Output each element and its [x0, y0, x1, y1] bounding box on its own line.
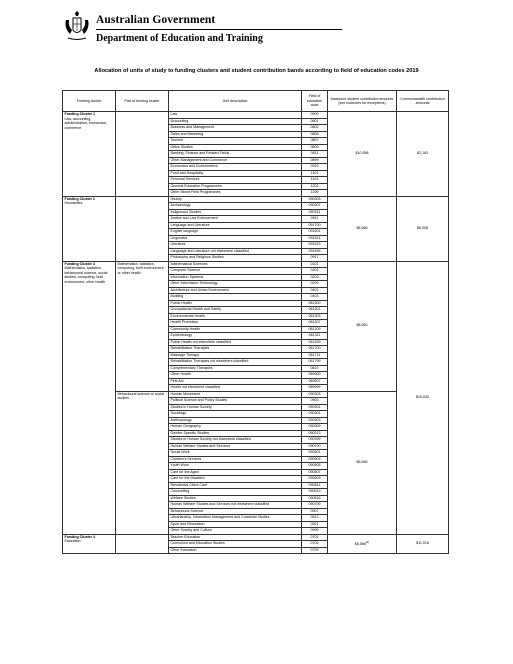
unit-description: Other Education	[169, 547, 302, 554]
funding-cluster-cell	[63, 261, 116, 534]
field-of-education-code: 0201	[302, 268, 328, 275]
unit-description: Anthropology	[169, 417, 302, 424]
document-title: Allocation of units of study to funding clusters and student contribution bands according to field of education codes 2019	[94, 68, 419, 74]
part-of-cluster-cell	[116, 534, 169, 554]
unit-description: Linguistics	[169, 235, 302, 242]
unit-description: Librarianship, Information Management and Curatorial Studies	[169, 515, 302, 522]
unit-description: Children's Services	[169, 456, 302, 463]
field-of-education-code: 090303	[302, 391, 328, 398]
column-header: Funding cluster	[63, 91, 116, 112]
department-name: Department of Education and Training	[96, 33, 263, 44]
field-of-education-code: 0809	[302, 144, 328, 151]
cluster-name: Funding Cluster 4	[64, 534, 96, 539]
field-of-education-code: 0299	[302, 281, 328, 288]
max-student-contribution: $6,566	[328, 196, 397, 261]
field-of-education-code: 0619	[302, 365, 328, 372]
unit-description: Gender Specific Studies	[169, 430, 302, 437]
unit-description: English language	[169, 229, 302, 236]
unit-description: Philosophy and Religious Studies	[169, 255, 302, 262]
unit-description: Political Science and Policy Studies	[169, 398, 302, 405]
field-of-education-code: 090700	[302, 443, 328, 450]
column-header: Part of funding cluster	[116, 91, 169, 112]
unit-description: Welfare Studies	[169, 495, 302, 502]
field-of-education-code: 091700	[302, 222, 328, 229]
field-of-education-code: 1299	[302, 190, 328, 197]
unit-description: First Aid	[169, 378, 302, 385]
field-of-education-code: 0909	[302, 112, 328, 119]
field-of-education-code: 0801	[302, 118, 328, 125]
field-of-education-code: 061700	[302, 346, 328, 353]
unit-description: Food and Hospitality	[169, 170, 302, 177]
field-of-education-code: 0907	[302, 508, 328, 515]
field-of-education-code: 0101	[302, 261, 328, 268]
unit-description: Counselling	[169, 489, 302, 496]
unit-description: Literature	[169, 242, 302, 249]
field-of-education-code: 090313	[302, 430, 328, 437]
field-of-education-code: 0403	[302, 294, 328, 301]
unit-description: Other Health	[169, 372, 302, 379]
unit-description: Massage Therapy	[169, 352, 302, 359]
field-of-education-code: 061301	[302, 307, 328, 314]
unit-description: Other Management and Commerce	[169, 157, 302, 164]
field-of-education-code: 091521	[302, 235, 328, 242]
field-of-education-code: 0919	[302, 164, 328, 171]
field-of-education-code: 1201	[302, 183, 328, 190]
coat-of-arms-icon	[62, 10, 92, 44]
column-header: Commonwealth contribution amounts	[397, 91, 449, 112]
field-of-education-code: 069999	[302, 385, 328, 392]
max-student-contribution: $6,566$^{(4)}$	[328, 534, 397, 554]
unit-description: Human Welfare Studies and Services not elsewhere classified	[169, 502, 302, 509]
field-of-education-code: 0913	[302, 515, 328, 522]
letterhead	[62, 10, 362, 50]
field-of-education-code: 0999	[302, 528, 328, 535]
field-of-education-code: 091501	[302, 229, 328, 236]
field-of-education-code: 091523	[302, 242, 328, 249]
unit-description: Teacher Education	[169, 534, 302, 541]
unit-description: Justice and Law Enforcement	[169, 216, 302, 223]
unit-description: Rehabilitation Therapies	[169, 346, 302, 353]
cluster-name: Funding Cluster 1	[64, 112, 96, 116]
field-of-education-code: 090503	[302, 456, 328, 463]
field-of-education-code: 061300	[302, 300, 328, 307]
funding-cluster-cell	[63, 534, 116, 554]
field-of-education-code: 061307	[302, 320, 328, 327]
unit-description: Personal Services	[169, 177, 302, 184]
field-of-education-code: 0911	[302, 216, 328, 223]
unit-description: Health Promotion	[169, 320, 302, 327]
government-name: Australian Government	[96, 14, 216, 26]
unit-description: Office Studies	[169, 144, 302, 151]
unit-description: Economics and Econometrics	[169, 164, 302, 171]
field-of-education-code: 0917	[302, 255, 328, 262]
unit-description: History	[169, 196, 302, 203]
field-of-education-code: 0701	[302, 534, 328, 541]
field-of-education-code: 090513	[302, 489, 328, 496]
commonwealth-contribution: $10,630	[397, 261, 449, 534]
unit-description: Studies in Human Society	[169, 404, 302, 411]
field-of-education-code: 069900	[302, 372, 328, 379]
unit-description: Mathematical Sciences	[169, 261, 302, 268]
field-of-education-code: 0921	[302, 521, 328, 528]
part-of-cluster-cell: Mathematics, statistics, computing, built environment or other health	[116, 261, 169, 391]
field-of-education-code: 1101	[302, 170, 328, 177]
field-of-education-code: 061711	[302, 352, 328, 359]
unit-description: Language and Literature	[169, 222, 302, 229]
field-of-education-code: 0811	[302, 151, 328, 158]
unit-description: Sales and Marketing	[169, 131, 302, 138]
funding-table	[62, 90, 449, 554]
field-of-education-code: 090303	[302, 417, 328, 424]
unit-description: Sport and Recreation	[169, 521, 302, 528]
unit-description: Language and Literature not elsewhere classified	[169, 248, 302, 255]
unit-description: Youth Work	[169, 463, 302, 470]
cluster-description: Mathematics, statistics, behavioural science, social studies, computing, built environment, other health	[64, 266, 108, 284]
footnote-marker: (4)	[365, 540, 370, 544]
field-of-education-code: 0703	[302, 541, 328, 548]
column-header: Unit description	[169, 91, 302, 112]
field-of-education-code: 069907	[302, 378, 328, 385]
field-of-education-code: 090515	[302, 495, 328, 502]
unit-description: Social Work	[169, 450, 302, 457]
unit-description: Public Health	[169, 300, 302, 307]
unit-description: Occupational Health and Safety	[169, 307, 302, 314]
unit-description: Environmental Health	[169, 313, 302, 320]
unit-description: Studies in Human Society not elsewhere classified	[169, 437, 302, 444]
unit-description: Epidemiology	[169, 333, 302, 340]
unit-description: Care for the Aged	[169, 469, 302, 476]
unit-description: Law	[169, 112, 302, 119]
field-of-education-code: 090509	[302, 476, 328, 483]
unit-description: Complementary Therapies	[169, 365, 302, 372]
table-header-row	[63, 91, 449, 112]
field-of-education-code: 061311	[302, 333, 328, 340]
field-of-education-code: 090311	[302, 209, 328, 216]
field-of-education-code: 0803	[302, 125, 328, 132]
field-of-education-code: 0401	[302, 287, 328, 294]
field-of-education-code: 0805	[302, 131, 328, 138]
unit-description: Other Mixed Field Programmes	[169, 190, 302, 197]
part-of-cluster-cell	[116, 196, 169, 261]
field-of-education-code: 090307	[302, 203, 328, 210]
funding-cluster-cell	[63, 196, 116, 261]
field-of-education-code: 090799	[302, 502, 328, 509]
cluster-description: Education	[64, 539, 81, 544]
field-of-education-code: 0903	[302, 398, 328, 405]
unit-description: Health not elsewhere classified	[169, 385, 302, 392]
field-of-education-code: 090501	[302, 450, 328, 457]
field-of-education-code: 090399	[302, 437, 328, 444]
field-of-education-code: 090511	[302, 482, 328, 489]
field-of-education-code: 0203	[302, 274, 328, 281]
cluster-name: Funding Cluster 3	[64, 261, 96, 266]
field-of-education-code: 090309	[302, 424, 328, 431]
field-of-education-code: 061399	[302, 339, 328, 346]
field-of-education-code: 0899	[302, 157, 328, 164]
cluster-name: Funding Cluster 2	[64, 196, 96, 201]
unit-description: Architecture and Urban Environment	[169, 287, 302, 294]
field-of-education-code: 090505	[302, 463, 328, 470]
unit-description: Building	[169, 294, 302, 301]
unit-description: Business and Management	[169, 125, 302, 132]
unit-description: Sociology	[169, 411, 302, 418]
field-of-education-code: 090305	[302, 196, 328, 203]
unit-description: Banking, Finance and Related Fields	[169, 151, 302, 158]
unit-description: Curriculum and Education Studies	[169, 541, 302, 548]
field-of-education-code: 0799	[302, 547, 328, 554]
header-divider	[96, 29, 342, 30]
max-student-contribution: $8,950	[328, 261, 397, 391]
field-of-education-code: 090301	[302, 411, 328, 418]
unit-description: Archaeology	[169, 203, 302, 210]
field-of-education-code: 1103	[302, 177, 328, 184]
unit-description: Rehabilitation Therapies not elsewhere classified	[169, 359, 302, 366]
cluster-description: Humanities	[64, 201, 83, 206]
commonwealth-contribution: $6,008	[397, 196, 449, 261]
unit-description: Other Society and Culture	[169, 528, 302, 535]
commonwealth-contribution: $11,016	[397, 534, 449, 554]
unit-description: Human Geography	[169, 424, 302, 431]
column-header: Field of education code	[302, 91, 328, 112]
unit-description: Other Information Technology	[169, 281, 302, 288]
unit-description: Information Systems	[169, 274, 302, 281]
unit-description: Accounting	[169, 118, 302, 125]
unit-description: Computer Science	[169, 268, 302, 275]
part-of-cluster-cell: Behavioural science or social studies	[116, 391, 169, 534]
unit-description: Community Health	[169, 326, 302, 333]
unit-description: General Education Programmes	[169, 183, 302, 190]
max-student-contribution: $6,566	[328, 391, 397, 534]
funding-cluster-cell	[63, 112, 116, 197]
table-body	[63, 112, 449, 554]
unit-description: Care for the Disabled	[169, 476, 302, 483]
max-student-contribution: $10,958	[328, 112, 397, 197]
field-of-education-code: 061303	[302, 313, 328, 320]
field-of-education-code: 061309	[302, 326, 328, 333]
field-of-education-code: 090301	[302, 404, 328, 411]
cluster-description: Law, accounting, administration, economics, commerce	[64, 116, 108, 130]
field-of-education-code: 0807	[302, 138, 328, 145]
unit-description: Residential Client Care	[169, 482, 302, 489]
field-of-education-code: 090507	[302, 469, 328, 476]
unit-description: Human Movement	[169, 391, 302, 398]
column-header: Maximum student contribution amounts (see footnotes for exceptions)	[328, 91, 397, 112]
field-of-education-code: 061799	[302, 359, 328, 366]
unit-description: Public Health not elsewhere classified	[169, 339, 302, 346]
commonwealth-contribution: $2,163	[397, 112, 449, 197]
part-of-cluster-cell	[116, 112, 169, 197]
field-of-education-code: 091599	[302, 248, 328, 255]
unit-description: Tourism	[169, 138, 302, 145]
unit-description: Behavioural Science	[169, 508, 302, 515]
unit-description: Indigenous Studies	[169, 209, 302, 216]
unit-description: Human Welfare Studies and Services	[169, 443, 302, 450]
